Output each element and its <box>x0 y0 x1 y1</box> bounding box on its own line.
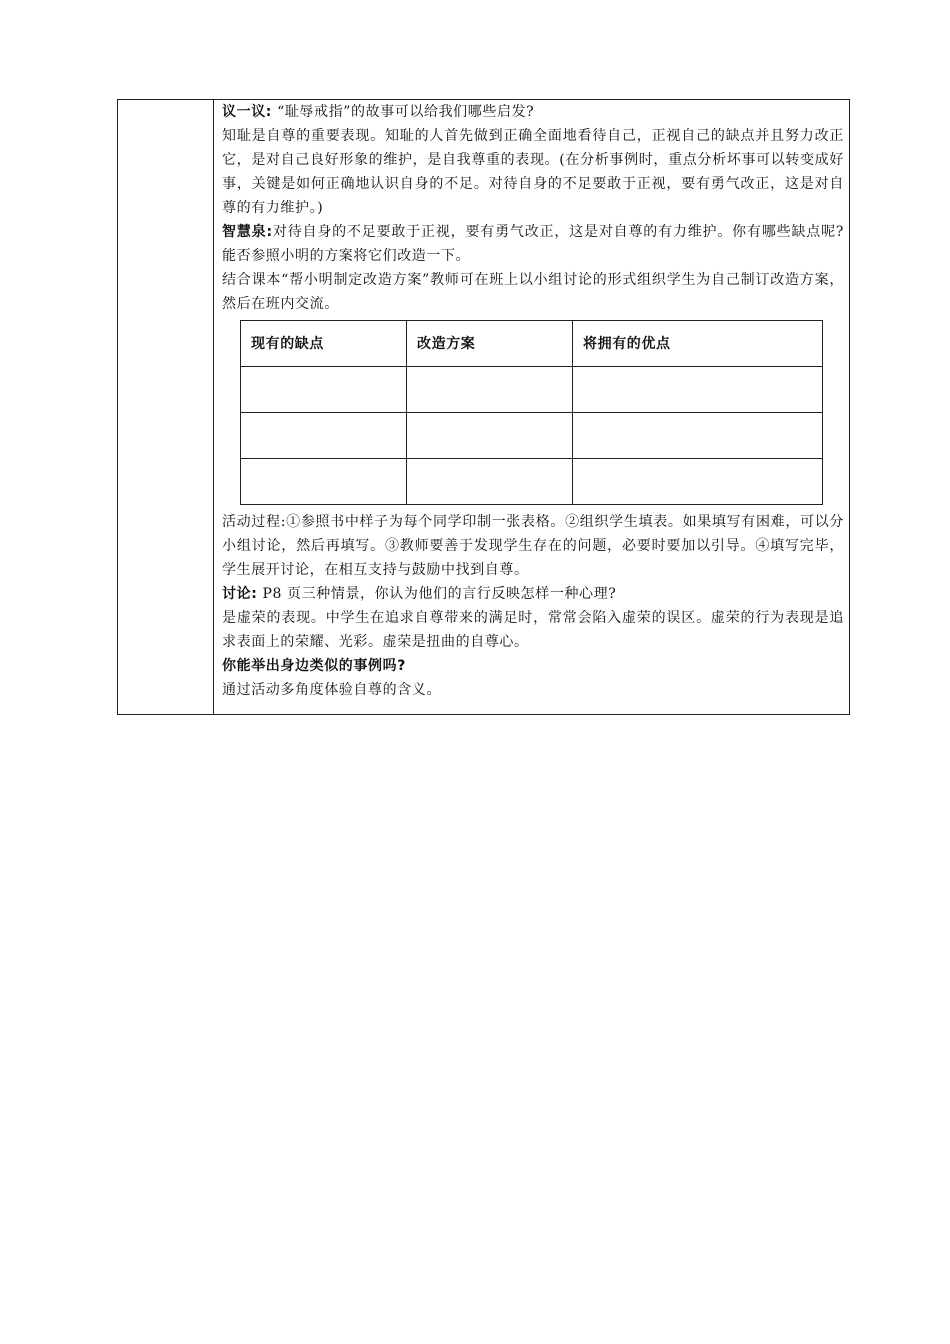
table-cell[interactable] <box>573 459 823 505</box>
table-cell[interactable] <box>241 413 407 459</box>
discuss-2-question: P8 页三种情景，你认为他们的言行反映怎样一种心理? <box>262 586 617 602</box>
paragraph-1: 知耻是自尊的重要表现。知耻的人首先做到正确全面地看待自己，正视自己的缺点并且努力改正它，是对自己良好形象的维护，是自我尊重的表现。(在分析事例时，重点分析坏事可以转变成好事，关键是如何正确地认识自身的不足。对待自身的不足要敢于正视，要有勇气改正，这是对自尊的有力维护。) <box>222 128 844 216</box>
table-row <box>241 459 823 505</box>
lesson-table <box>117 99 850 715</box>
table-cell[interactable] <box>241 459 407 505</box>
table-row <box>241 367 823 413</box>
table-cell[interactable] <box>407 367 573 413</box>
closing-text: 通过活动多角度体验自尊的含义。 <box>222 682 441 698</box>
discuss-2 <box>222 582 844 606</box>
discuss-1 <box>222 100 844 124</box>
improvement-table-header <box>241 321 823 367</box>
table-cell[interactable] <box>407 413 573 459</box>
table-cell[interactable] <box>573 367 823 413</box>
table-cell[interactable] <box>241 367 407 413</box>
header-current-shortcomings: 现有的缺点 <box>241 321 407 367</box>
wisdom-text: 对待自身的不足要敢于正视，要有勇气改正，这是对自尊的有力维护。你有哪些缺点呢?能否参照小明的方案将它们改造一下。 <box>222 224 845 264</box>
wisdom <box>222 220 844 268</box>
improvement-table <box>240 320 823 505</box>
lesson-left-column <box>118 100 214 714</box>
activity-process: 活动过程:①参照书中样子为每个同学印制一张表格。②组织学生填表。如果填写有困难，可以分小组讨论，然后再填写。③教师要善于发现学生存在的问题，必要时要加以引导。④填写完毕，学生展开讨论，在相互支持与鼓励中找到自尊。 <box>222 514 844 578</box>
discuss-1-question: “耻辱戒指”的故事可以给我们哪些启发? <box>277 104 535 120</box>
header-improvement-plan: 改造方案 <box>407 321 573 367</box>
header-future-strengths: 将拥有的优点 <box>573 321 823 367</box>
table-cell[interactable] <box>573 413 823 459</box>
paragraph-2: 结合课本“帮小明制定改造方案”教师可在班上以小组讨论的形式组织学生为自己制订改造方案，然后在班内交流。 <box>222 272 844 312</box>
table-row <box>241 413 823 459</box>
table-cell[interactable] <box>407 459 573 505</box>
bold-question: 你能举出身边类似的事例吗? <box>222 658 406 674</box>
discuss-1-label: 议一议: <box>222 104 272 120</box>
discuss-2-label: 讨论: <box>222 586 258 602</box>
paragraph-3: 是虚荣的表现。中学生在追求自尊带来的满足时，常常会陷入虚荣的误区。虚荣的行为表现是追求表面上的荣耀、光彩。虚荣是扭曲的自尊心。 <box>222 610 844 650</box>
wisdom-label: 智慧泉: <box>222 224 273 240</box>
lesson-content <box>222 100 844 702</box>
